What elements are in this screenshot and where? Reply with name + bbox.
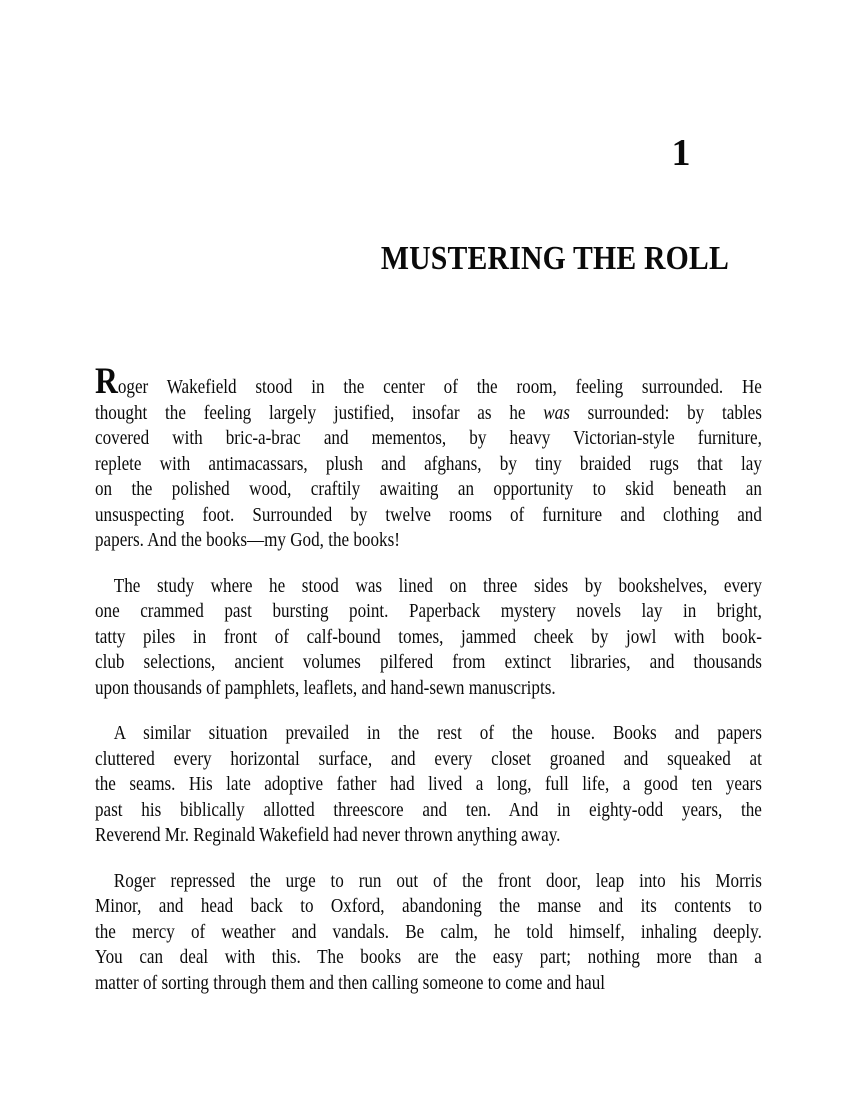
paragraph [95, 721, 762, 849]
drop-cap: R [95, 361, 118, 402]
text-line: on the polished wood, craftily awaiting an opportunity to skid beneath an [95, 478, 762, 500]
text-line: A similar situation prevailed in the rest of the house. Books and papers [113, 722, 762, 744]
text-line: papers. And the books—my God, the books! [95, 529, 400, 551]
text-line: upon thousands of pamphlets, leaflets, and hand-sewn manuscripts. [95, 676, 556, 699]
text-line: the seams. His late adoptive father had lived a long, full life, a good ten years [95, 773, 762, 795]
text-line: Reverend Mr. Reginald Wakefield had never thrown anything away. [95, 824, 561, 846]
text-line: tatty piles in front of calf-bound tomes, jammed cheek by jowl with book- [95, 625, 762, 648]
page-body [95, 361, 762, 1016]
text-line: past his biblically allotted threescore and ten. And in eighty-odd years, the [95, 798, 762, 821]
text-line: cluttered every horizontal surface, and every closet groaned and squeaked at [95, 747, 762, 770]
text-line: club selections, ancient volumes pilfered from extinct libraries, and thousands [95, 651, 762, 673]
text-line: Minor, and head back to Oxford, abandoning the manse and its contents to [95, 895, 762, 917]
text-line: thought the feeling largely justified, insofar as he was surrounded: by tables [95, 401, 762, 424]
text-line: covered with bric-a-brac and mementos, by heavy Victorian-style furniture, [95, 427, 762, 449]
text-line: the mercy of weather and vandals. Be calm, he told himself, inhaling deeply. [95, 920, 762, 943]
paragraph [95, 574, 762, 702]
chapter-title [0, 242, 858, 276]
text-line: one crammed past bursting point. Paperback mystery novels lay in bright, [95, 600, 762, 622]
text-line: The study where he stood was lined on three sides by bookshelves, every [113, 574, 762, 597]
text-line: Roger Wakefield stood in the center of the room, feeling surrounded. He [95, 361, 762, 402]
paragraph [95, 869, 762, 997]
text-line: Roger repressed the urge to run out of the front door, leap into his Morris [113, 869, 762, 892]
text-line: matter of sorting through them and then calling someone to come and haul [95, 971, 606, 994]
chapter-title-text: MUSTERING THE ROLL [380, 240, 730, 277]
text-line: You can deal with this. The books are the easy part; nothing more than a [95, 946, 762, 968]
text-line: replete with antimacassars, plush and afghans, by tiny braided rugs that lay [95, 452, 762, 475]
chapter-number [0, 134, 858, 172]
paragraph [95, 361, 762, 554]
chapter-number-text: 1 [671, 132, 691, 174]
text-line: unsuspecting foot. Surrounded by twelve rooms of furniture and clothing and [95, 503, 762, 526]
italic-text: was [543, 401, 570, 424]
